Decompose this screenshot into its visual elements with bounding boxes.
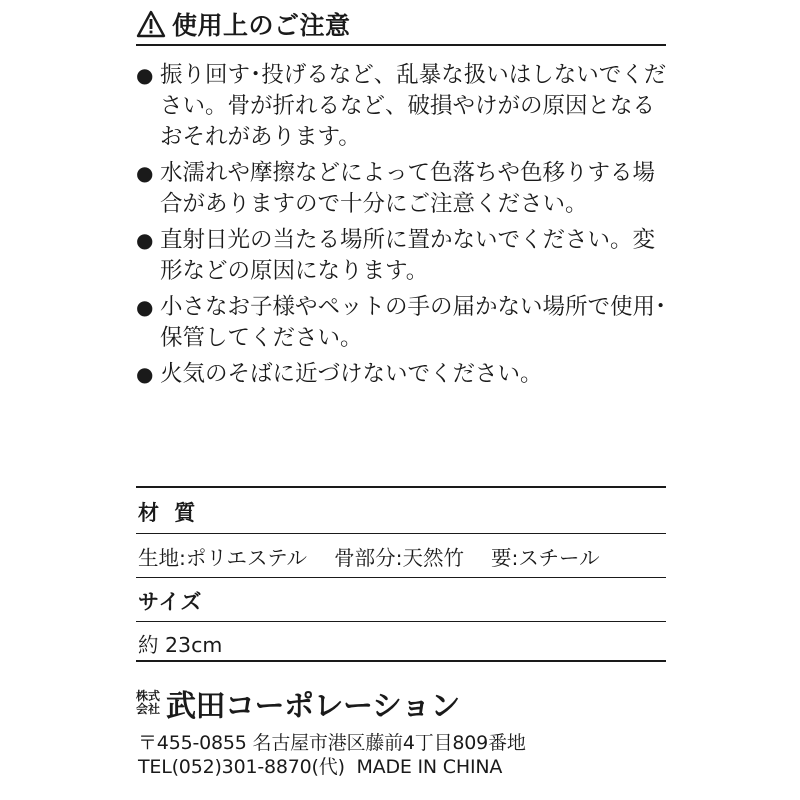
- bullet-icon: ●: [136, 63, 154, 87]
- spec-bottom-divider: [136, 660, 666, 662]
- company-type-top: 株式: [136, 689, 161, 703]
- company-type-bottom: 会社: [136, 702, 161, 716]
- caution-title: 使用上のご注意: [172, 11, 351, 40]
- caution-text: 直射日光の当たる場所に置かないでください。変形などの原因になります。: [160, 227, 656, 284]
- caution-item: [136, 359, 676, 390]
- caution-text: 小さなお子様やペットの手の届かない場所で使用･保管してください。: [160, 294, 667, 351]
- company-contact: TEL(052)301-8870(代) MADE IN CHINA: [138, 756, 503, 778]
- bullet-icon: ●: [136, 161, 154, 185]
- caution-text: 振り回す･投げるなど、乱暴な扱いはしないでください。骨が折れるなど、破損やけがの原因となるおそれがあります。: [160, 62, 667, 150]
- warning-triangle-icon: [136, 10, 166, 38]
- spec-divider: [136, 533, 666, 534]
- bullet-icon: ●: [136, 362, 154, 386]
- caution-text: 火気のそばに近づけないでください。: [160, 361, 543, 387]
- material-value: 生地:ポリエステル 骨部分:天然竹 要:スチール: [138, 546, 600, 570]
- caution-item: [136, 158, 676, 220]
- spec-divider: [136, 577, 666, 578]
- caution-item: [136, 292, 676, 354]
- header-divider: [136, 44, 666, 46]
- caution-item: [136, 60, 676, 153]
- company-name: 武田コーポレーション: [166, 689, 460, 724]
- caution-item: [136, 225, 676, 287]
- caution-text: 水濡れや摩擦などによって色落ちや色移りする場合がありますので十分にご注意ください。: [160, 160, 656, 217]
- spec-top-divider: [136, 486, 666, 488]
- company-address: 〒455-0855 名古屋市港区藤前4丁目809番地: [138, 732, 526, 754]
- bullet-icon: ●: [136, 295, 154, 319]
- material-label: 材 質: [138, 501, 200, 525]
- caution-header: [136, 6, 351, 42]
- caution-list: [136, 60, 676, 395]
- company-type: [136, 690, 160, 716]
- company-logo: [136, 680, 460, 726]
- size-label: サイズ: [138, 590, 203, 614]
- spec-divider: [136, 621, 666, 622]
- size-value: 約 23cm: [138, 633, 223, 657]
- bullet-icon: ●: [136, 228, 154, 252]
